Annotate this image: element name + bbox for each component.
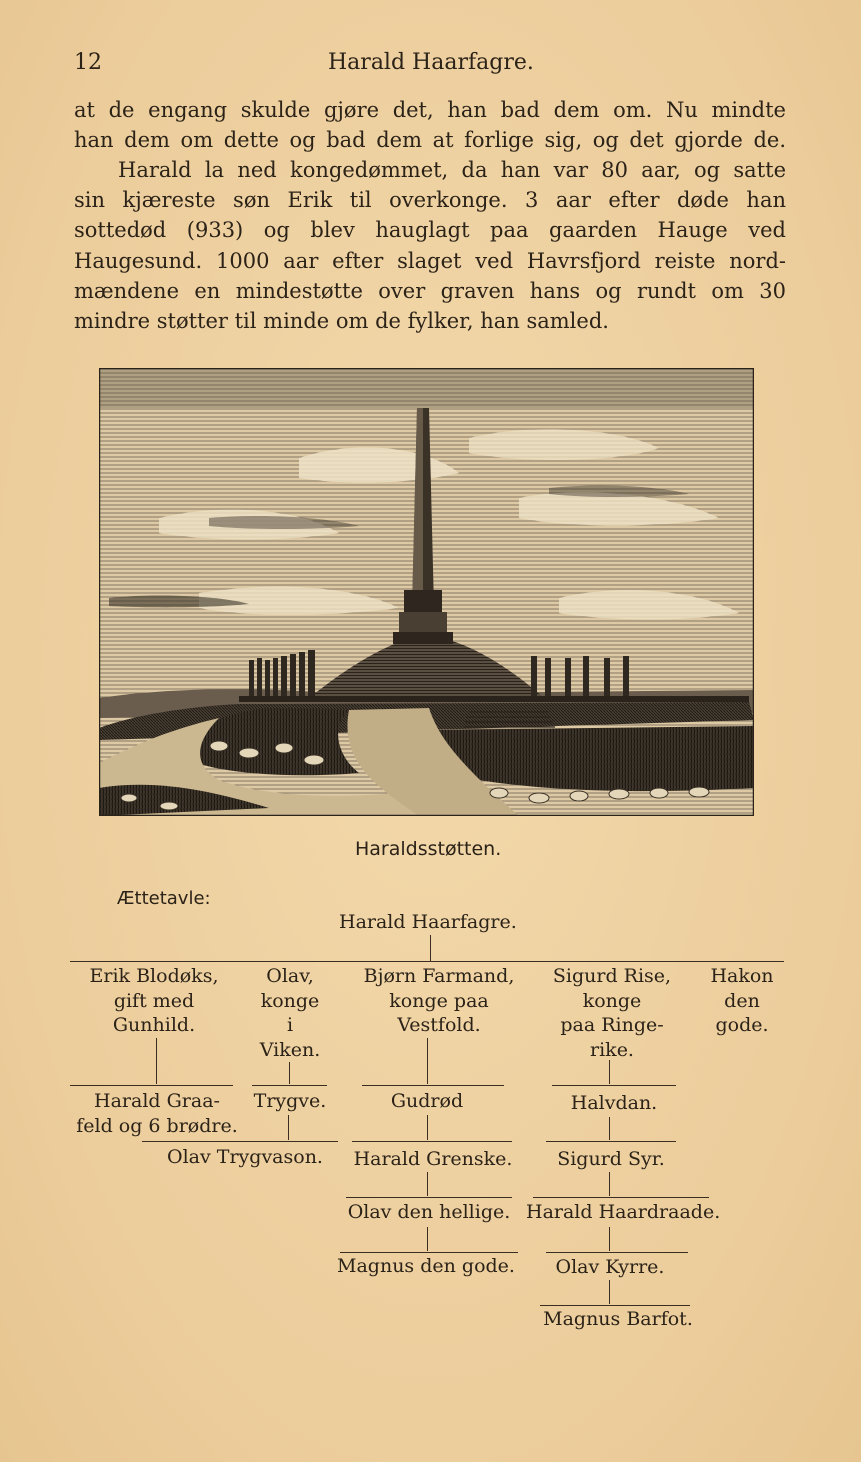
tree-node-harald-haardraade: Harald Haardraade. bbox=[526, 1201, 721, 1223]
connector bbox=[362, 1085, 504, 1086]
connector bbox=[427, 1038, 428, 1084]
text-line: Haugesund. 1000 aar efter slaget ved Havrsfjord reiste nord- bbox=[74, 248, 786, 273]
text-line: han dem om dette og bad dem at forlige sig, og det gjorde de. bbox=[74, 128, 786, 153]
connector bbox=[427, 1172, 428, 1196]
connector bbox=[609, 1280, 610, 1304]
text-line: Harald la ned kongedømmet, da han var 80 aar, og satte bbox=[118, 158, 786, 182]
connector bbox=[252, 1085, 327, 1086]
running-title: Harald Haarfagre. bbox=[328, 50, 534, 75]
text-line: sin kjæreste søn Erik til overkonge. 3 aar efter døde han bbox=[74, 188, 786, 213]
connector bbox=[70, 1085, 233, 1086]
connector bbox=[546, 1141, 676, 1142]
connector bbox=[609, 1172, 610, 1196]
connector bbox=[540, 1305, 690, 1306]
tree-node-trygve: Trygve. bbox=[253, 1090, 327, 1112]
text-line: sottedød (933) og blev hauglagt paa gaarden Hauge ved bbox=[74, 218, 786, 243]
tree-node-olav-hellige: Olav den hellige. bbox=[347, 1201, 511, 1223]
connector bbox=[340, 1252, 518, 1253]
page-number: 12 bbox=[74, 50, 102, 75]
paragraph-1 bbox=[74, 95, 786, 155]
paragraph-2 bbox=[74, 155, 786, 336]
connector bbox=[552, 1085, 676, 1086]
tree-node-magnus-barfot: Magnus Barfot. bbox=[543, 1308, 693, 1330]
tree-node-sigurd-syr: Sigurd Syr. bbox=[557, 1148, 665, 1170]
tree-root: Harald Haarfagre. bbox=[339, 911, 517, 933]
connector bbox=[427, 1227, 428, 1251]
illustration-caption: Haraldsstøtten. bbox=[355, 838, 502, 860]
tree-node-halvdan: Halvdan. bbox=[570, 1092, 658, 1114]
tree-node-erik: Erik Blodøks, gift med Gunhild. bbox=[89, 965, 219, 1036]
connector bbox=[609, 1227, 610, 1251]
tree-node-olav: Olav, konge i Viken. bbox=[259, 965, 321, 1061]
tree-node-hakon: Hakon den gode. bbox=[710, 965, 774, 1036]
connector bbox=[427, 1115, 428, 1140]
tree-node-olav-trygvason: Olav Trygvason. bbox=[167, 1146, 323, 1168]
text-line: at de engang skulde gjøre det, han bad dem om. Nu mindte bbox=[74, 98, 786, 122]
connector bbox=[546, 1252, 688, 1253]
connector bbox=[346, 1197, 512, 1198]
connector bbox=[609, 1117, 610, 1140]
tree-node-sigurd: Sigurd Rise, konge paa Ringe- rike. bbox=[552, 965, 672, 1061]
tree-node-olav-kyrre: Olav Kyrre. bbox=[555, 1256, 665, 1278]
connector bbox=[156, 1038, 157, 1084]
connector bbox=[609, 1060, 610, 1084]
text-line: mændene en mindestøtte over graven hans og rundt om 30 bbox=[74, 278, 786, 303]
connector bbox=[70, 961, 784, 962]
tree-node-harald-grenske: Harald Grenske. bbox=[353, 1148, 513, 1170]
connector bbox=[352, 1141, 512, 1142]
text-line: mindre støtter til minde om de fylker, han samled. bbox=[74, 309, 609, 334]
connector bbox=[142, 1141, 338, 1142]
tree-node-bjorn: Bjørn Farmand, konge paa Vestfold. bbox=[363, 965, 515, 1036]
tree-node-gudrod: Gudrød bbox=[390, 1090, 464, 1112]
connector bbox=[430, 935, 431, 961]
family-tree-label: Ættetavle: bbox=[117, 888, 211, 909]
connector bbox=[289, 1062, 290, 1084]
tree-node-harald-graafeld: Harald Graa- feld og 6 brødre. bbox=[76, 1090, 238, 1137]
monument-engraving bbox=[99, 368, 754, 816]
connector bbox=[533, 1197, 709, 1198]
connector bbox=[288, 1115, 289, 1140]
tree-node-magnus-gode: Magnus den gode. bbox=[337, 1255, 515, 1277]
